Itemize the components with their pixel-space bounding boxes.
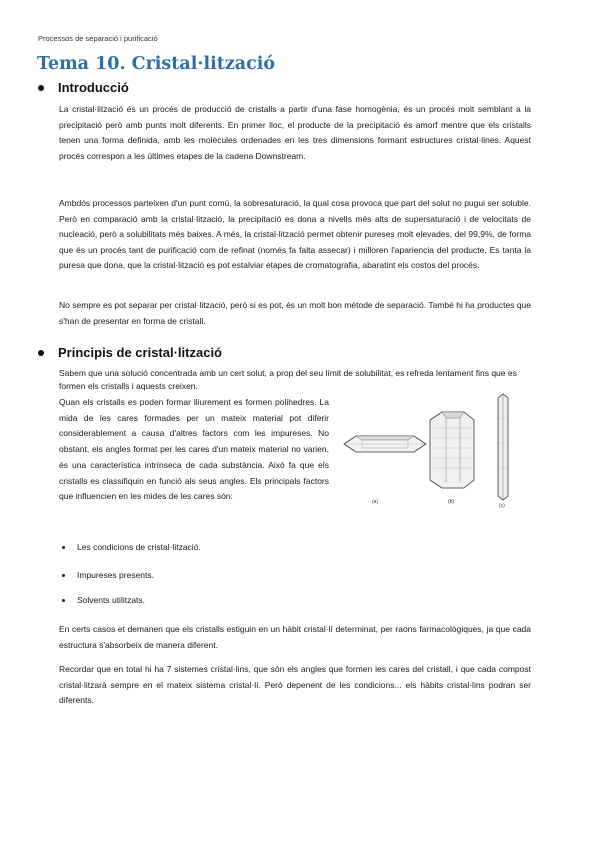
principles-lead: Sabem que una solució concentrada amb un cert solut, a prop del seu límit de solubilitat, es refreda lentament fins que es formen els cristalls i aquests creixen. — [59, 368, 517, 391]
intro-paragraph-3: No sempre es pot separar per cristal·lització, però si es pot, és un molt bon mètode de separació. També hi ha productes que s'han de presentar en forma de cristall. — [59, 300, 531, 326]
page-title: Tema 10. Cristal·lització — [37, 54, 276, 74]
section-heading-principles-text: Principis de cristal·lització — [58, 345, 222, 360]
list-item — [62, 542, 201, 552]
list-item — [62, 570, 154, 580]
section-heading-principles — [38, 345, 222, 360]
bullet-icon — [62, 546, 65, 549]
bullet-icon — [62, 599, 65, 602]
section-heading-intro-text: Introducció — [58, 80, 129, 95]
caption-a: (a) — [372, 499, 379, 505]
list-item-text: Solvents utilitzats. — [77, 595, 146, 605]
list-item-text: Impureses presents. — [77, 570, 155, 580]
bullet-icon — [38, 85, 44, 91]
principles-paragraph-5: Recordar que en total hi ha 7 sistemes cristal·lins, que són els angles que formen les cares del cristall, i que cada compost cristal·litzarà sempre en el mateix sistema cristal·lí. Però depenent de les condicions... els hàbits cristal·lins podran ser diferents. — [59, 664, 531, 705]
section-heading-intro — [38, 80, 129, 95]
running-header: Processos de separació i purificació — [38, 34, 158, 43]
intro-paragraph-1: La cristal·lització és un procés de producció de cristalls a partir d'una fase homogènia, és un procés molt semblant a la precipitació però amb punts molt diferents. En primer lloc, el producte de la precipitació és amorf mentre que els cristalls tenen una forma definida, amb les molècules ordenades en les tres dimensions formant estructures cristal·lines. Aquest procés correspon a les últimes etapes de la cadena Downstream. — [59, 104, 531, 161]
bullet-icon — [38, 350, 44, 356]
list-item — [62, 595, 145, 605]
crystal-a-drawing — [344, 436, 426, 452]
bullet-icon — [62, 574, 65, 577]
crystal-c-drawing — [498, 394, 508, 500]
caption-b: (b) — [448, 499, 455, 505]
crystal-habits-figure — [338, 388, 518, 513]
principles-paragraph-4: En certs casos et demanen que els cristalls estiguin en un hàbit cristal·lí determinat, per raons farmacològiques, ja que cada estructura s'absorbeix de manera diferent. — [59, 624, 531, 650]
intro-paragraph-2: Ambdós processos parteixen d'un punt comú, la sobresaturació, la qual cosa provoca que part del solut no pugui ser soluble. Però en comparació amb la cristal·lització, la precipitació es dona a nivells més alts de supersaturació i de velocitats de nucleació, però a solubilitats més baixes. A més, la cristal·lització permet obtenir pureses molt elevades, del 99,9%, de forma que és un procés tant de purificació com de refinat (només fa falta assecar) i milloren l'apariencia del producte. Es tanta la puresa que dona, que la cristal·lització es pot estalviar etapes de cromatografia, abaratint els costos del procés. — [59, 198, 531, 270]
principles-column-text: Quan els cristalls es poden formar lliurement es formen polihedres. La mida de les cares formades per un mateix material pot diferir considerablement a causa d'altres factors com les impureses. No obstant, els angles format per les cares d'un mateix material no varien, és una característica intrínseca de cada substància. Això fa que els cristalls es classifiquin en funció als seus angles. Els principals factors que influencien en les mides de les cares són: — [59, 397, 329, 502]
caption-c: (c) — [499, 503, 505, 509]
list-item-text: Les condicions de cristal·lització. — [77, 542, 201, 552]
crystal-b-drawing — [430, 412, 474, 488]
